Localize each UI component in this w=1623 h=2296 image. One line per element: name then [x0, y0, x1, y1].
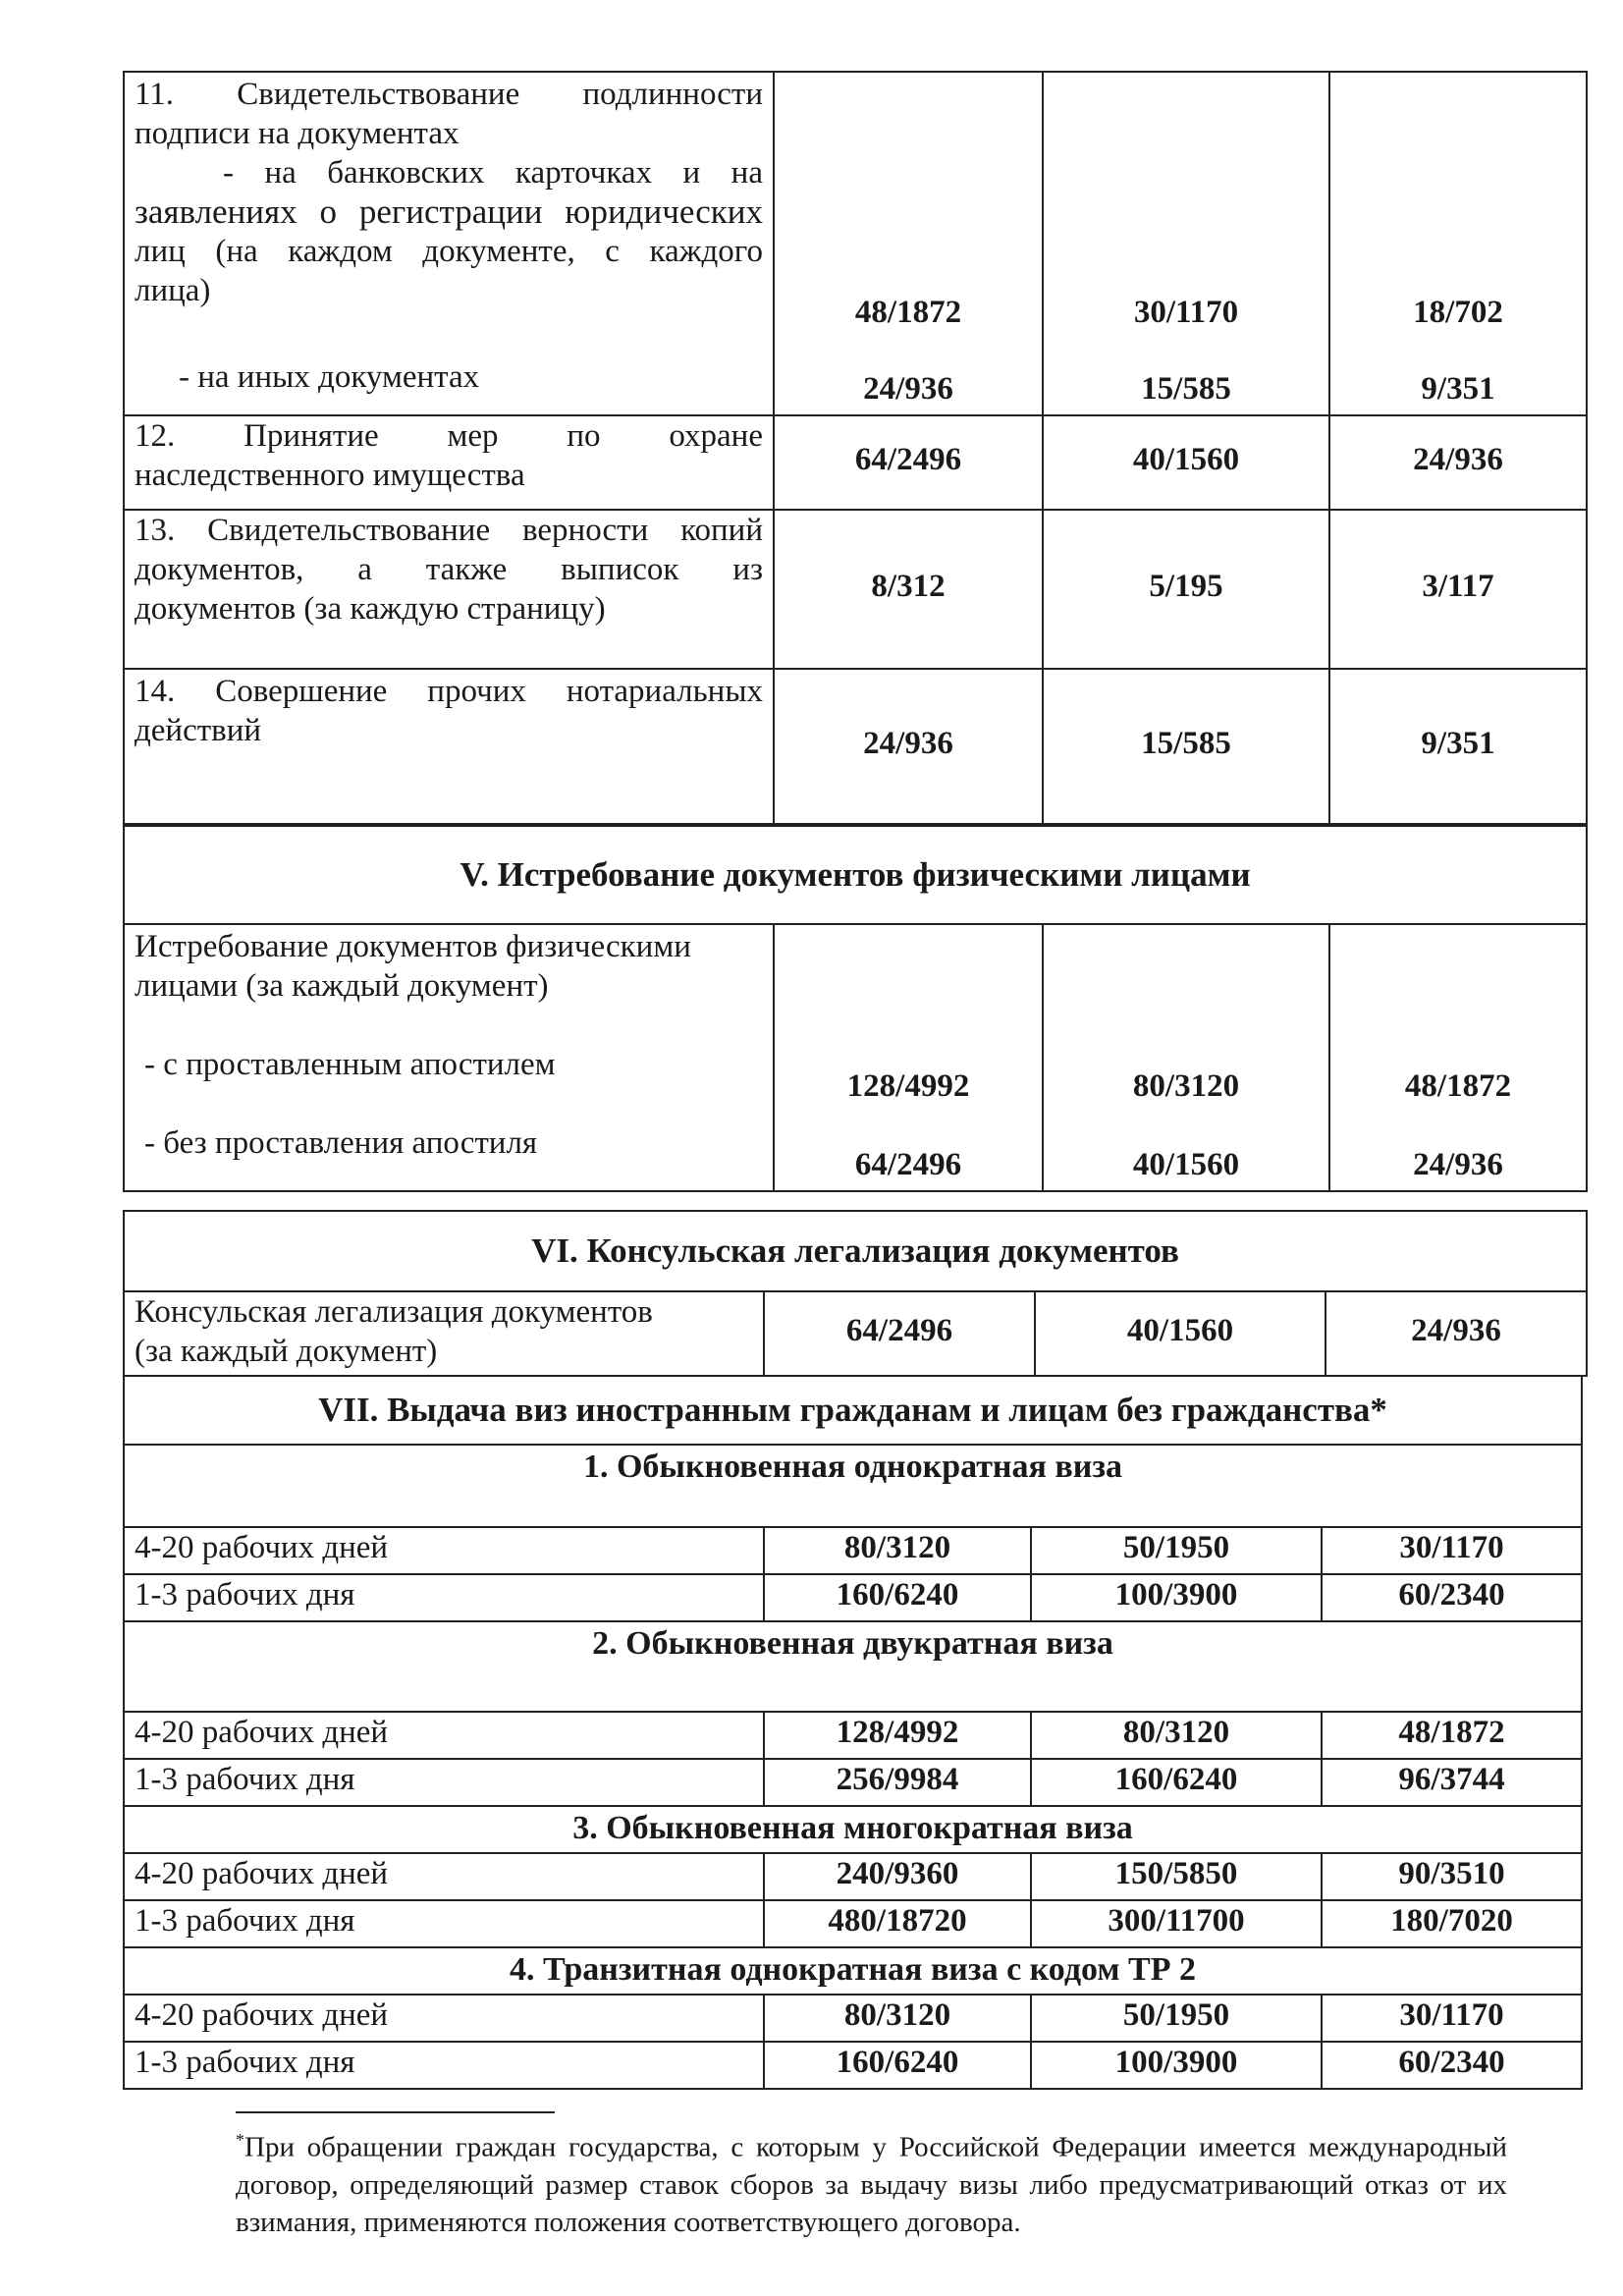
row-text: заявлениях о регистрации юридических	[135, 192, 763, 231]
table-row	[124, 1759, 1582, 1806]
table-row	[124, 1900, 1582, 1947]
fee-value: 24/936	[774, 669, 1043, 824]
fee-value: 30/1170	[1322, 1527, 1582, 1574]
fee-value: 100/3900	[1031, 2042, 1322, 2089]
section-heading: V. Истребование документов физическими лицами	[124, 826, 1587, 924]
fee-value: 48/1872	[1404, 1068, 1512, 1104]
visa-group-title: 4. Транзитная однократная виза с кодом ТР 2	[124, 1947, 1582, 1995]
fee-cell	[1329, 72, 1587, 415]
row-text: действий	[135, 713, 262, 748]
fee-value: 15/585	[1043, 669, 1329, 824]
table-row	[124, 1376, 1582, 1445]
visa-group-title: 2. Обыкновенная двукратная виза	[124, 1621, 1582, 1712]
fee-value: 128/4992	[846, 1068, 970, 1104]
fee-value: 96/3744	[1322, 1759, 1582, 1806]
fee-value: 3/117	[1329, 510, 1587, 669]
fee-value: 256/9984	[764, 1759, 1031, 1806]
table-row	[124, 826, 1587, 924]
visa-fees-table	[123, 1375, 1583, 2090]
table-row	[124, 2042, 1582, 2089]
fee-value: 9/351	[1329, 669, 1587, 824]
fee-cell	[1043, 72, 1329, 415]
row-text: документов, а также выписок из	[135, 552, 763, 587]
table-row	[124, 1995, 1582, 2042]
footnote-marker: *	[236, 2130, 244, 2150]
footnote-text: При обращении граждан государства, с которым у Российской Федерации имеется международный договор, определяющий размер ставок сборов за выдачу визы либо предусматривающий отказ от их взимания, применяются положения соответствующего договора.	[236, 2131, 1507, 2238]
row-text: 14. Совершение прочих нотариальных	[135, 674, 763, 709]
service-description	[124, 924, 774, 1191]
row-text: Консульская легализация документов	[135, 1294, 653, 1330]
processing-time-label: 4-20 рабочих дней	[124, 1995, 764, 2042]
row-text: - на банковских карточках и на	[223, 155, 763, 191]
fee-value: 40/1560	[1132, 1147, 1240, 1182]
row-text: 12. Принятие мер по охране	[135, 418, 763, 454]
row-text: 13. Свидетельствование верности копий	[135, 513, 763, 548]
fee-cell	[1329, 924, 1587, 1191]
fee-value: 5/195	[1043, 510, 1329, 669]
fee-value: 64/2496	[764, 1291, 1035, 1376]
fee-value: 9/351	[1421, 371, 1495, 407]
fee-value: 80/3120	[1031, 1712, 1322, 1759]
fee-cell	[774, 72, 1043, 415]
row-text: - без проставления апостиля	[144, 1125, 538, 1161]
legalization-table	[123, 1210, 1588, 1377]
table-row	[124, 1574, 1582, 1621]
row-text: - с проставленным апостилем	[144, 1047, 556, 1082]
table-row	[124, 1712, 1582, 1759]
fee-value: 300/11700	[1031, 1900, 1322, 1947]
table-row	[124, 669, 1587, 824]
visa-group-heading-row	[124, 1806, 1582, 1853]
fee-value: 90/3510	[1322, 1853, 1582, 1900]
fee-cell	[774, 924, 1043, 1191]
service-description	[124, 415, 774, 510]
footnote-separator	[236, 2111, 555, 2113]
fee-value: 240/9360	[764, 1853, 1031, 1900]
service-description	[124, 510, 774, 669]
visa-group-title: 3. Обыкновенная многократная виза	[124, 1806, 1582, 1853]
row-text: наследственного имущества	[135, 458, 525, 493]
fee-value: 15/585	[1141, 371, 1231, 407]
visa-group-heading-row	[124, 1947, 1582, 1995]
fee-value: 64/2496	[774, 415, 1043, 510]
fee-value: 180/7020	[1322, 1900, 1582, 1947]
processing-time-label: 1-3 рабочих дня	[124, 1574, 764, 1621]
fee-value: 160/6240	[764, 1574, 1031, 1621]
requests-table	[123, 825, 1588, 1192]
fee-value: 160/6240	[1031, 1759, 1322, 1806]
visa-group-title: 1. Обыкновенная однократная виза	[124, 1445, 1582, 1527]
section-heading: VII. Выдача виз иностранным гражданам и лицам без гражданства*	[124, 1376, 1582, 1445]
row-text: Истребование документов физическими	[135, 929, 691, 964]
fee-value: 8/312	[774, 510, 1043, 669]
row-text: документов (за каждую страницу)	[135, 591, 606, 627]
fee-value: 50/1950	[1031, 1995, 1322, 2042]
row-text: лица)	[135, 273, 211, 308]
service-description	[124, 1291, 764, 1376]
fee-value: 80/3120	[764, 1527, 1031, 1574]
fee-value: 64/2496	[854, 1147, 962, 1182]
row-text: 11. Свидетельствование подлинности	[135, 77, 763, 112]
table-row	[124, 1853, 1582, 1900]
fee-value: 160/6240	[764, 2042, 1031, 2089]
fee-value: 480/18720	[764, 1900, 1031, 1947]
visa-group-heading-row	[124, 1445, 1582, 1527]
processing-time-label: 4-20 рабочих дней	[124, 1712, 764, 1759]
row-text: - на иных документах	[179, 359, 480, 395]
section-heading: VI. Консульская легализация документов	[124, 1211, 1587, 1291]
processing-time-label: 1-3 рабочих дня	[124, 2042, 764, 2089]
fee-value: 128/4992	[764, 1712, 1031, 1759]
processing-time-label: 4-20 рабочих дней	[124, 1527, 764, 1574]
fee-value: 24/936	[1413, 1147, 1503, 1182]
fee-cell	[1043, 924, 1329, 1191]
fee-value: 30/1170	[1322, 1995, 1582, 2042]
processing-time-label: 1-3 рабочих дня	[124, 1900, 764, 1947]
table-row	[124, 924, 1587, 1191]
visa-group-heading-row	[124, 1621, 1582, 1712]
processing-time-label: 4-20 рабочих дней	[124, 1853, 764, 1900]
row-text: лицами (за каждый документ)	[135, 968, 549, 1004]
fee-value: 48/1872	[854, 295, 962, 330]
fee-value: 60/2340	[1322, 2042, 1582, 2089]
fee-value: 48/1872	[1322, 1712, 1582, 1759]
fee-value: 24/936	[1329, 415, 1587, 510]
fee-value: 80/3120	[1132, 1068, 1240, 1104]
fee-value: 100/3900	[1031, 1574, 1322, 1621]
table-row	[124, 1527, 1582, 1574]
table-row	[124, 1291, 1587, 1376]
row-text: лиц (на каждом документе, с каждого	[135, 234, 763, 269]
table-row	[124, 510, 1587, 669]
footnote	[236, 2121, 1507, 2241]
fee-value: 80/3120	[764, 1995, 1031, 2042]
fee-value: 150/5850	[1031, 1853, 1322, 1900]
fee-value: 24/936	[863, 371, 953, 407]
service-description	[124, 669, 774, 824]
table-row	[124, 1211, 1587, 1291]
table-row	[124, 415, 1587, 510]
fee-value: 24/936	[1325, 1291, 1587, 1376]
fee-value: 60/2340	[1322, 1574, 1582, 1621]
notary-fees-table	[123, 71, 1588, 825]
row-text: подписи на документах	[135, 116, 460, 151]
service-description	[124, 72, 774, 415]
fee-value: 50/1950	[1031, 1527, 1322, 1574]
fee-value: 40/1560	[1035, 1291, 1325, 1376]
processing-time-label: 1-3 рабочих дня	[124, 1759, 764, 1806]
row-text: (за каждый документ)	[135, 1334, 438, 1369]
fee-value: 30/1170	[1133, 295, 1239, 330]
fee-value: 18/702	[1413, 295, 1503, 330]
fee-value: 40/1560	[1043, 415, 1329, 510]
table-row	[124, 72, 1587, 415]
